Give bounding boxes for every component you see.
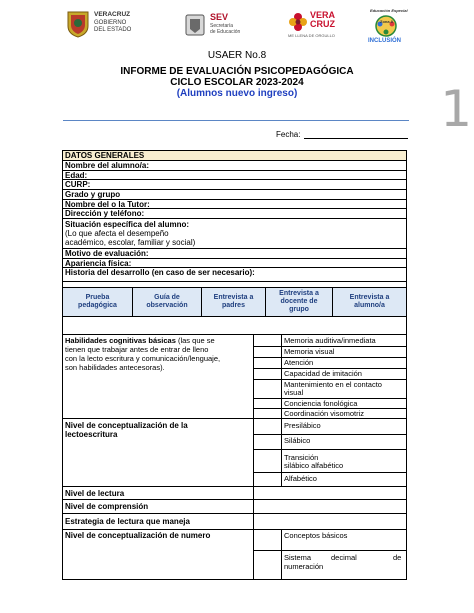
instruments-row — [63, 288, 406, 317]
literacy-transition-cont: silábico alfabético — [284, 461, 344, 470]
cognitive-skills-description: Habilidades cognitivas básicas (las que se — [65, 336, 215, 345]
date-field[interactable] — [304, 138, 408, 139]
sev-logo-sub2: de Educación — [210, 29, 241, 35]
report-title: INFORME DE EVALUACIÓN PSICOPEDAGÓGICA — [120, 66, 354, 77]
header-divider — [63, 120, 409, 121]
field-label: Nombre del o la Tutor: — [65, 200, 150, 209]
comprehension-level-label: Nivel de comprensión — [65, 502, 149, 511]
reading-strategy-label: Estrategia de lectura que maneja — [65, 517, 190, 526]
skill-visual-memory: Memoria visual — [284, 347, 335, 356]
number-decimal-system-1: Sistema — [284, 553, 312, 562]
reading-level-row[interactable] — [63, 487, 406, 500]
instrument-pedagogical-test[interactable]: Prueba pedagógica — [63, 288, 133, 316]
skill-visuomotor-coordination: Coordinación visomotriz — [284, 409, 365, 418]
cognitive-skills-line3: con la lecto escritura y comunicación/lenguaje, — [65, 354, 221, 363]
section-title: DATOS GENERALES — [65, 151, 145, 160]
field-label: Dirección y teléfono: — [65, 209, 145, 218]
vera-logo-title2: CRUZ — [310, 19, 335, 29]
skill-imitation: Capacidad de imitación — [284, 369, 362, 378]
number-concept-title: Nivel de conceptualización de numero — [65, 531, 211, 540]
field-row-curp[interactable] — [63, 180, 406, 190]
number-decimal-system-2: decimal — [331, 553, 357, 562]
date-label: Fecha: — [276, 130, 301, 139]
inclusion-logo-line3: INCLUSIÓN — [368, 38, 401, 44]
veracruz-logo-line3: DEL ESTADO — [94, 27, 132, 33]
instrument-student-interview[interactable]: Entrevista a alumno/a — [333, 288, 406, 316]
number-decimal-system-3: de — [393, 553, 402, 562]
field-label: Historia del desarrollo (en caso de ser necesario): — [65, 268, 255, 277]
vera-logo-slogan: ME LLENA DE ORGULLO — [288, 33, 335, 38]
skill-phonological-awareness: Conciencia fonológica — [284, 399, 358, 408]
field-row-appearance[interactable] — [63, 259, 406, 268]
literacy-level-block — [63, 419, 406, 487]
situation-note-line2: académico, escolar, familiar y social) — [65, 238, 196, 247]
report-subtitle: (Alumnos nuevo ingreso) — [176, 88, 298, 99]
field-row-evaluation-reason[interactable] — [63, 249, 406, 259]
field-row-development-history[interactable] — [63, 268, 406, 282]
instrument-observation-guide[interactable]: Guía de observación — [133, 288, 202, 316]
field-row-tutor-name[interactable] — [63, 200, 406, 209]
cognitive-skills-block — [63, 335, 406, 419]
inclusion-logo — [366, 8, 406, 46]
page-number: 1 — [440, 80, 472, 138]
school-cycle: CICLO ESCOLAR 2023-2024 — [170, 77, 304, 88]
field-label: Grado y grupo — [65, 190, 121, 199]
cognitive-skills-line4: son habilidades antecesoras). — [65, 363, 165, 372]
literacy-syllabic: Silábico — [284, 436, 311, 445]
veracruz-shield-icon — [66, 10, 90, 38]
field-label: Motivo de evaluación: — [65, 249, 149, 258]
situation-title: Situación específica del alumno: — [65, 220, 190, 229]
sev-logo — [184, 10, 264, 40]
number-concept-block — [63, 530, 406, 579]
skill-auditory-memory: Memoria auditiva/inmediata — [284, 336, 376, 345]
evaluation-form — [62, 150, 407, 580]
situation-note-line1: (Lo que afecta el desempeño — [65, 229, 169, 238]
instruments-blank-row[interactable] — [63, 317, 406, 335]
sev-logo-title: SEV — [210, 12, 229, 22]
skill-visual-contact: Mantenimiento en el contacto — [284, 380, 382, 389]
number-basic-concepts: Conceptos básicos — [284, 531, 348, 540]
sev-emblem-icon — [184, 11, 206, 37]
vera-cruz-pride-logo — [288, 10, 356, 40]
field-row-student-name[interactable] — [63, 161, 406, 171]
cognitive-skills-line2: tienen que trabajar antes de entrar de lleno — [65, 345, 209, 354]
literacy-level-title2: lectoescritura — [65, 430, 118, 439]
usaer-number: USAER No.8 — [207, 50, 267, 61]
inclusion-logo-line1: Educación Especial — [370, 8, 408, 13]
field-row-age[interactable] — [63, 171, 406, 180]
vera-logo-title1: VERA — [310, 10, 336, 20]
field-label: Nombre del alumno/a: — [65, 161, 150, 170]
reading-level-label: Nivel de lectura — [65, 489, 125, 498]
veracruz-logo-line2: GOBIERNO — [94, 20, 127, 26]
instrument-teacher-interview[interactable]: Entrevista a docente de grupo — [266, 288, 333, 316]
instrument-parent-interview[interactable]: Entrevista a padres — [202, 288, 266, 316]
field-label: Edad: — [65, 171, 88, 180]
field-row-situation[interactable] — [63, 219, 406, 249]
field-row-grade-group[interactable] — [63, 190, 406, 200]
skill-visual-contact-cont: visual — [284, 388, 304, 397]
section-header — [63, 151, 406, 161]
comprehension-level-row[interactable] — [63, 500, 406, 514]
number-decimal-system-4: numeración — [284, 562, 324, 571]
reading-strategy-row[interactable] — [63, 514, 406, 530]
field-label: CURP: — [65, 180, 91, 189]
veracruz-logo-line1: VERACRUZ — [94, 11, 131, 18]
flower-emblem-icon — [288, 12, 308, 32]
skill-attention: Atención — [284, 358, 314, 367]
field-row-address-phone[interactable] — [63, 209, 406, 219]
literacy-level-title1: Nivel de conceptualización de la — [65, 421, 188, 430]
inclusion-logo-line2: Zona 8 — [380, 19, 393, 24]
field-label: Apariencia física: — [65, 259, 132, 268]
literacy-alphabetic: Alfabético — [284, 474, 317, 483]
literacy-presyllabic: Presilábico — [284, 421, 321, 430]
literacy-transition: Transición — [284, 453, 319, 462]
sev-logo-sub1: Secretaría — [210, 23, 234, 29]
veracruz-government-logo — [66, 10, 154, 40]
